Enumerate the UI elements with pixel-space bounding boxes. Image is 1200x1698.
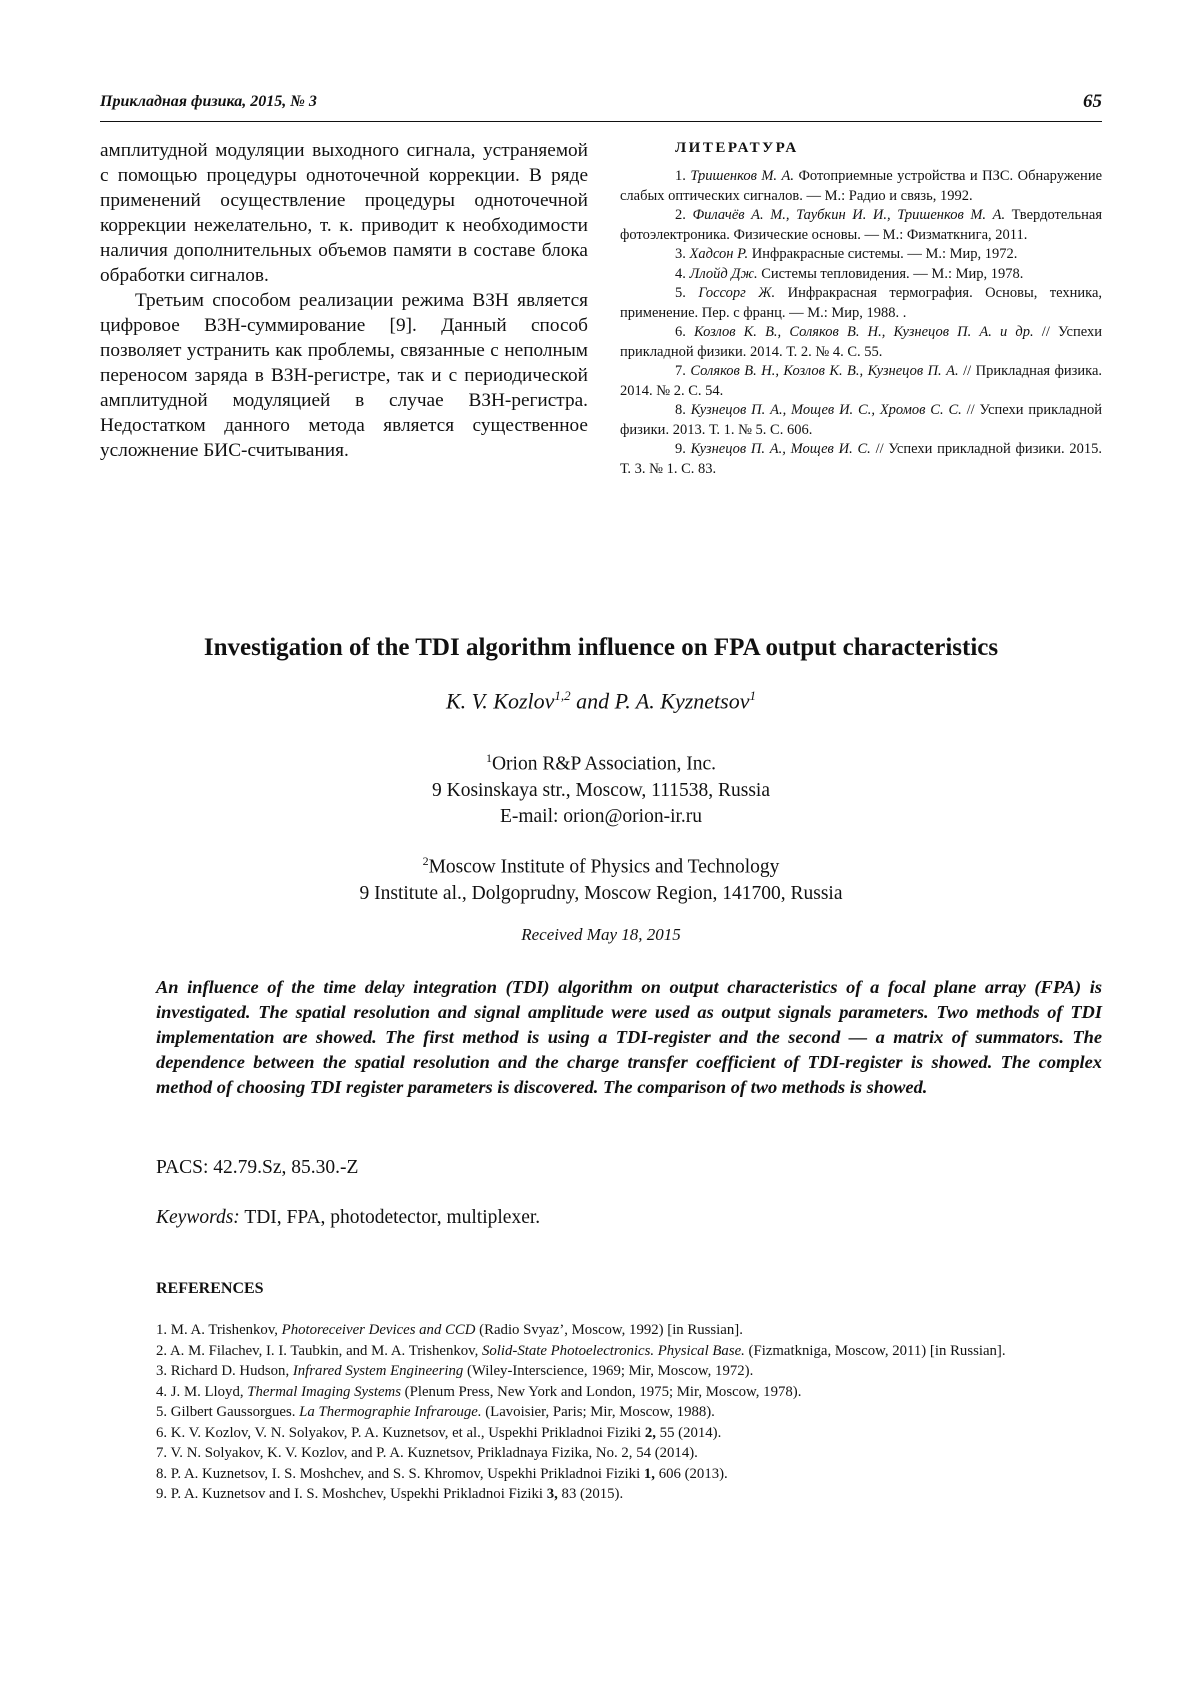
author-affiliation-mark: 1,2 (554, 688, 571, 703)
reference-item: 1. M. A. Trishenkov, Photoreceiver Devices and CCD (Radio Svyaz’, Moscow, 1992) [in Russian]. (156, 1322, 743, 1338)
keywords-label: Keywords: (156, 1207, 240, 1228)
affiliation-2 (100, 848, 1102, 907)
literature-item: 6. Козлов К. В., Соляков В. Н., Кузнецов П. А. и др. // Успехи прикладной физики. 2014. Т. 2. № 4. С. 55. (620, 324, 1102, 360)
literature-item: 4. Ллойд Дж. Системы тепловидения. — М.: Мир, 1978. (675, 265, 1024, 282)
literature-item: 3. Хадсон Р. Инфракрасные системы. — М.: Мир, 1972. (675, 246, 1018, 262)
reference-item: 5. Gilbert Gaussorgues. La Thermographie Infrarouge. (Lavoisier, Paris; Mir, Moscow, 1988). (156, 1404, 715, 1420)
journal-citation: Прикладная физика, 2015, № 3 (100, 93, 317, 110)
article-authors (100, 688, 1102, 714)
body-paragraph: амплитудной модуляции выходного сигнала, устраняемой с помощью процедуры одноточечной коррекции. В ряде применений осуществление процедуры одноточечной коррекции нежелательно, т. к. приводит к необходимости наличия дополнительных объемов памяти в составе блока обработки сигналов. (100, 140, 588, 286)
literature-item: 7. Соляков В. Н., Козлов К. В., Кузнецов П. А. // Прикладная физика. 2014. № 2. С. 54. (620, 363, 1103, 399)
references-heading: REFERENCES (156, 1280, 264, 1297)
left-column-text (100, 138, 588, 463)
received-date: Received May 18, 2015 (521, 925, 681, 944)
reference-item: 3. Richard D. Hudson, Infrared System Engineering (Wiley-Interscience, 1969; Mir, Moscow, 1972). (156, 1363, 754, 1379)
literature-item: 5. Госсорг Ж. Инфракрасная термография. Основы, техника, применение. Пер. с франц. — М.: Мир, 1988. . (620, 285, 1103, 321)
author-name: P. A. Kyznetsov (614, 688, 750, 714)
keywords (156, 1207, 540, 1229)
abstract: An influence of the time delay integration (TDI) algorithm on output characteristics of a focal plane array (FPA) is investigated. The spatial resolution and signal amplitude were used as output signals parameters. Two methods of TDI implementation are showed. The first method is using a TDI-register and the second — a matrix of summators. The dependence between the spatial resolution and the charge transfer coefficient of TDI-register is showed. The complex method of choosing TDI register parameters is discovered. The comparison of two methods is showed. (156, 977, 1102, 1097)
author-name: K. V. Kozlov (446, 688, 555, 714)
article-title: Investigation of the TDI algorithm influence on FPA output characteristics (203, 634, 999, 661)
page-number: 65 (1083, 91, 1102, 112)
literature-item: 8. Кузнецов П. А., Мощев И. С., Хромов С. С. // Успехи прикладной физики. 2013. Т. 1. № 5. С. 606. (620, 402, 1103, 438)
affiliation-address: 9 Institute al., Dolgoprudny, Moscow Region, 141700, Russia (359, 882, 843, 904)
literature-item: 2. Филачёв А. М., Таубкин И. И., Тришенков М. А. Твердотельная фотоэлектроника. Физические основы. — М.: Физматкнига, 2011. (620, 207, 1102, 243)
pacs-codes: PACS: 42.79.Sz, 85.30.-Z (156, 1157, 359, 1178)
running-header (100, 91, 1102, 122)
affiliation-mark: 1 (485, 751, 492, 765)
reference-item: 6. K. V. Kozlov, V. N. Solyakov, P. A. Kuznetsov, et al., Uspekhi Prikladnoi Fiziki 2, 55 (2014). (156, 1424, 722, 1441)
reference-item: 4. J. M. Lloyd, Thermal Imaging Systems (Plenum Press, New York and London, 1975; Mir, Moscow, 1978). (156, 1383, 802, 1400)
literature-heading: ЛИТЕРАТУРА (675, 140, 799, 156)
author-affiliation-mark: 1 (749, 688, 756, 703)
affiliation-1 (100, 745, 1102, 830)
literature-section (620, 138, 1102, 479)
references-list (156, 1320, 1102, 1505)
reference-item: 7. V. N. Solyakov, K. V. Kozlov, and P. A. Kuznetsov, Prikladnaya Fizika, No. 2, 54 (2014). (156, 1445, 698, 1461)
reference-item: 9. P. A. Kuznetsov and I. S. Moshchev, Uspekhi Prikladnoi Fiziki 3, 83 (2015). (156, 1486, 624, 1502)
author-joiner: and (576, 688, 610, 714)
reference-item: 2. A. M. Filachev, I. I. Taubkin, and M. A. Trishenkov, Solid-State Photoelectronics. Physical Base. (Fizmatkniga, Moscow, 2011) [in Russian]. (156, 1342, 1006, 1359)
reference-item: 8. P. A. Kuznetsov, I. S. Moshchev, and S. S. Khromov, Uspekhi Prikladnoi Fiziki 1, 606 (2013). (156, 1465, 728, 1482)
affiliation-address: 9 Kosinskaya str., Moscow, 111538, Russia (432, 779, 770, 801)
literature-list (620, 167, 1102, 479)
affiliation-name: Moscow Institute of Physics and Technology (428, 856, 780, 878)
affiliation-mark: 2 (422, 854, 429, 868)
affiliation-name: Orion R&P Association, Inc. (491, 753, 717, 775)
literature-item: 1. Тришенков М. А. Фотоприемные устройства и ПЗС. Обнаружение слабых оптических сигналов. — М.: Радио и связь, 1992. (620, 168, 1103, 204)
affiliation-email: E-mail: orion@orion-ir.ru (499, 805, 703, 827)
keywords-list: TDI, FPA, photodetector, multiplexer. (244, 1207, 541, 1228)
literature-item: 9. Кузнецов П. А., Мощев И. С. // Успехи прикладной физики. 2015. Т. 3. № 1. С. 83. (620, 441, 1103, 477)
body-paragraph: Третьим способом реализации режима ВЗН является цифровое ВЗН-суммирование [9]. Данный способ позволяет устранить как проблемы, связанные с неполным переносом заряда в ВЗН-регистре, так и с периодической амплитудной модуляцией в случае ВЗН-регистра. Недостатком данного метода является существенное усложнение БИС-считывания. (100, 290, 588, 461)
